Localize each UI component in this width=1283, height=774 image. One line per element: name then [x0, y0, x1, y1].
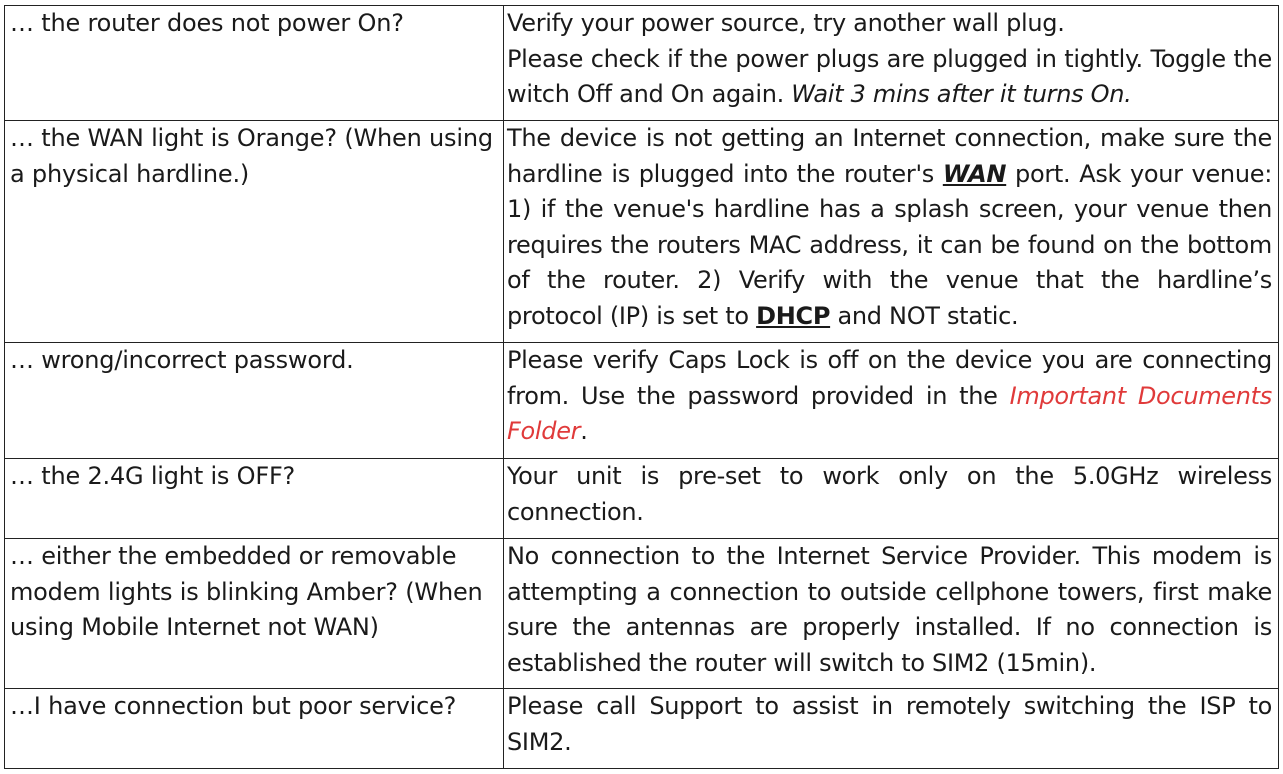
- answer-cell: [504, 6, 1279, 121]
- question-cell: … the 2.4G light is OFF?: [5, 459, 504, 539]
- answer-cell: [504, 121, 1279, 343]
- question-cell: … the router does not power On?: [5, 6, 504, 121]
- answer-text: Please check if the power plugs are plugged in tightly. Toggle the witch Off and On again.: [507, 44, 1272, 108]
- answer-cell: [504, 343, 1279, 459]
- table-row: [5, 689, 1279, 769]
- table-row: [5, 539, 1279, 689]
- answer-text: port. Ask your venue: 1) if the venue's hardline has a splash screen, your venue then requires the routers MAC address, it can be found on the bottom of the router. 2) Verify with the venue that the hardline’s protocol (IP) is set to: [507, 159, 1272, 330]
- answer-text: and NOT static.: [837, 301, 1019, 330]
- answer-text: .: [580, 417, 588, 445]
- question-cell: …I have connection but poor service?: [5, 689, 504, 769]
- question-cell: … either the embedded or removable modem lights is blinking Amber? (When using Mobile Internet not WAN): [5, 539, 504, 689]
- wan-emphasis: WAN: [942, 159, 1007, 188]
- table-row: [5, 6, 1279, 121]
- important-documents-reference: Important Documents Folder: [507, 381, 1272, 445]
- answer-cell: No connection to the Internet Service Provider. This modem is attempting a connection to outside cellphone towers, first make sure the antennas are properly installed. If no connection is established the router will switch to SIM2 (15min).: [504, 539, 1279, 689]
- answer-cell: Your unit is pre-set to work only on the 5.0GHz wireless connection.: [504, 459, 1279, 539]
- table-row: [5, 343, 1279, 459]
- table-row: [5, 121, 1279, 343]
- answer-italic-note: Wait 3 mins after it turns On.: [791, 80, 1132, 108]
- table-row: [5, 459, 1279, 539]
- answer-text: The device is not getting an Internet connection, make sure the hardline is plugged into the router's: [507, 124, 1272, 188]
- question-cell: … wrong/incorrect password.: [5, 343, 504, 459]
- answer-text: Please verify Caps Lock is off on the device you are connecting from. Use the password provided in the: [507, 346, 1272, 410]
- troubleshooting-table-container: [4, 5, 1279, 769]
- question-cell: … the WAN light is Orange? (When using a physical hardline.): [5, 121, 504, 343]
- answer-text: Verify your power source, try another wall plug.: [507, 9, 1065, 37]
- dhcp-emphasis: DHCP: [756, 301, 831, 330]
- troubleshooting-table: [4, 5, 1279, 769]
- answer-cell: Please call Support to assist in remotely switching the ISP to SIM2.: [504, 689, 1279, 769]
